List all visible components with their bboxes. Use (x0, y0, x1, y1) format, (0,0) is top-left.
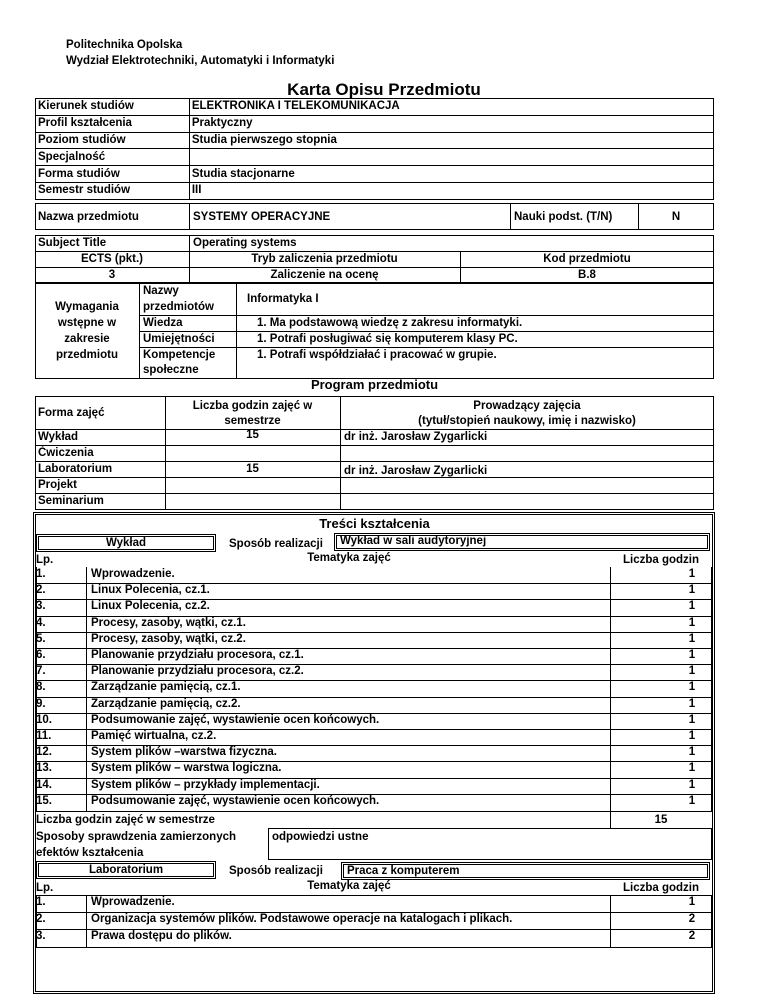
lecture-topic-topic: Planowanie przydziału procesora, cz.2. (91, 665, 304, 678)
subject-name-value: SYSTEMY OPERACYJNE (193, 211, 331, 223)
lab-topic-header: Tematyka zajęć (307, 880, 391, 892)
lecture-topic-row (36, 665, 714, 681)
study-info-row (36, 115, 714, 132)
lecture-topic-topic: Linux Polecenia, cz.2. (91, 600, 210, 613)
lab-label: Laboratorium (88, 864, 164, 876)
prior-subjects-label-1: Nazwy (143, 285, 179, 297)
ects-label: ECTS (pkt.) (81, 253, 143, 265)
form-row-seminar: Seminarium (38, 495, 104, 507)
study-info-value: Praktyczny (189, 115, 713, 132)
lecture-label: Wykład (105, 537, 147, 549)
lecture-topic-topic: Procesy, zasoby, wątki, cz.1. (91, 616, 246, 629)
knowledge-value: 1. Ma podstawową wiedzę z zakresu informatyki. (257, 317, 523, 329)
prior-subjects-value: Informatyka I (247, 293, 319, 305)
lecture-topic-hours: 1 (688, 794, 696, 807)
social-competence-label-1: Kompetencje (143, 349, 216, 361)
lecture-topic-lp: 1. (36, 568, 46, 580)
hours-label-2: semestrze (224, 415, 281, 427)
social-competence-label-2: społeczne (143, 364, 199, 376)
lecture-topic-hours: 1 (688, 746, 696, 759)
verification-label-2: efektów kształcenia (36, 847, 144, 859)
lecture-topic-row (36, 730, 714, 746)
document-title: Karta Opisu Przedmiotu (287, 80, 481, 99)
requirements-label-3: zakresie (64, 333, 110, 345)
lecture-topic-hours: 1 (688, 649, 696, 661)
lecture-topic-topic: Planowanie przydziału procesora, cz.1. (91, 649, 304, 661)
lecture-topic-topic: Podsumowanie zajęć, wystawienie ocen końcowych. (91, 794, 380, 807)
lecture-topic-hours: 1 (688, 568, 696, 580)
lecture-topic-lp: 4. (36, 616, 46, 629)
lecture-topic-hours: 1 (688, 600, 696, 613)
lab-topic-row (36, 930, 714, 946)
lecture-topic-lp: 5. (36, 632, 46, 645)
lecture-topic-topic: Wprowadzenie. (91, 568, 175, 580)
lecture-topic-lp: 7. (36, 665, 46, 678)
lecture-topic-hours: 1 (688, 632, 696, 645)
lecture-topic-row (36, 779, 714, 795)
lecture-topic-row (36, 568, 714, 584)
lecture-topic-row (36, 762, 714, 778)
lab-method-value: Praca z komputerem (347, 865, 460, 877)
lecturer-value-laboratory: dr inż. Jarosław Zygarlicki (344, 465, 488, 477)
lab-topic-row (36, 913, 714, 929)
verification-value: odpowiedzi ustne (272, 831, 369, 843)
lecture-topic-row (36, 584, 714, 600)
lecture-topic-row (36, 617, 714, 633)
lecture-topic-lp: 2. (36, 584, 46, 597)
lab-topic-lp: 1. (36, 896, 46, 908)
ects-value: 3 (108, 269, 116, 281)
lecture-topic-lp: 12. (36, 746, 52, 759)
requirements-label-1: Wymagania (55, 301, 119, 313)
knowledge-label: Wiedza (143, 317, 183, 329)
study-info-label: Kierunek studiów (36, 99, 190, 116)
skills-label: Umiejętności (143, 333, 215, 345)
hours-label-1: Liczba godzin zajęć w (192, 400, 313, 412)
form-row-exercises: Ćwiczenia (38, 447, 94, 459)
lecture-topic-row (36, 600, 714, 616)
lecture-topic-hours: 1 (688, 713, 696, 726)
lecture-topic-lp: 9. (36, 697, 46, 710)
subject-name-label: Nazwa przedmiotu (38, 211, 139, 223)
lab-topic-hours: 1 (688, 896, 696, 908)
lab-topic-lp: 3. (36, 930, 46, 942)
lab-topic-topic: Prawa dostępu do plików. (91, 930, 232, 942)
lecture-topic-lp: 15. (36, 794, 52, 807)
form-row-lecture: Wykład (38, 431, 79, 443)
lecture-topic-topic: Zarządzanie pamięcią, cz.2. (91, 697, 241, 710)
study-info-value: Studia pierwszego stopnia (189, 132, 713, 149)
lecture-topic-topic: Zarządzanie pamięcią, cz.1. (91, 681, 241, 694)
assessment-mode-value: Zaliczenie na ocenę (270, 269, 379, 281)
hours-value-lecture: 15 (246, 429, 259, 441)
assessment-mode-label: Tryb zaliczenia przedmiotu (251, 253, 398, 265)
lecture-topic-lp: 8. (36, 681, 46, 694)
study-info-value (189, 149, 713, 166)
form-row-project: Projekt (38, 479, 77, 491)
lecture-lp-header: Lp. (36, 554, 54, 566)
lecture-topic-lp: 13. (36, 762, 52, 775)
study-info-row (36, 149, 714, 166)
study-info-label: Semestr studiów (36, 182, 190, 199)
lecture-method-value: Wykład w sali audytoryjnej (340, 535, 487, 547)
lecture-topic-row (36, 633, 714, 649)
basic-sciences-label: Nauki podst. (T/N) (514, 211, 613, 223)
study-info-row (36, 182, 714, 199)
lecturer-label-1: Prowadzący zajęcia (473, 400, 581, 412)
study-info-value: III (189, 182, 713, 199)
lab-topic-lp: 2. (36, 913, 46, 925)
lecture-topic-row (36, 795, 714, 811)
lab-hours-header: Liczba godzin (622, 882, 700, 894)
faculty-name: Wydział Elektrotechniki, Automatyki i Informatyki (66, 55, 335, 67)
lecture-topic-row (36, 714, 714, 730)
lecture-topic-topic: Pamięć wirtualna, cz.2. (91, 730, 217, 742)
university-name: Politechnika Opolska (66, 39, 183, 51)
study-info-value: ELEKTRONIKA I TELEKOMUNIKACJA (189, 99, 713, 116)
prior-subjects-label-2: przedmiotów (143, 301, 214, 313)
subject-code-value: B.8 (578, 269, 596, 281)
lab-topic-topic: Organizacja systemów plików. Podstawowe operacje na katalogach i plikach. (91, 913, 513, 925)
lecture-topic-lp: 11. (36, 730, 52, 742)
form-row-laboratory: Laboratorium (38, 463, 113, 475)
subject-title-value: Operating systems (193, 237, 297, 249)
lecture-topic-hours: 1 (688, 697, 696, 710)
form-label: Forma zajęć (38, 407, 105, 419)
lecture-topic-hours: 1 (688, 762, 696, 775)
lecture-topic-hours: 1 (688, 665, 696, 678)
lab-lp-header: Lp. (36, 882, 54, 894)
lecture-total-value: 15 (654, 814, 668, 826)
lecture-total-label: Liczba godzin zajęć w semestrze (36, 814, 215, 826)
lecture-topic-hours: 1 (688, 584, 696, 597)
lecture-topic-hours: 1 (688, 778, 696, 791)
program-title: Program przedmiotu (310, 377, 439, 392)
lab-topic-row (36, 896, 714, 912)
lecture-method-label: Sposób realizacji (229, 538, 323, 550)
lecture-topic-lp: 10. (36, 713, 52, 726)
lecture-topic-lp: 6. (36, 649, 46, 661)
basic-sciences-value: N (671, 211, 681, 223)
study-info-label: Specjalność (36, 149, 190, 166)
social-competence-value: 1. Potrafi współdziałać i pracować w grupie. (257, 349, 497, 361)
subject-code-label: Kod przedmiotu (543, 253, 631, 265)
lecturer-value-lecture: dr inż. Jarosław Zygarlicki (344, 431, 488, 443)
lab-topic-topic: Wprowadzenie. (91, 896, 175, 908)
study-info-label: Profil kształcenia (36, 115, 190, 132)
study-info-row (36, 132, 714, 149)
lecture-topic-topic: System plików –warstwa fizyczna. (91, 746, 277, 759)
requirements-label-4: przedmiotu (56, 349, 118, 361)
requirements-label-2: wstępne w (57, 317, 117, 329)
contents-title: Treści kształcenia (319, 516, 430, 531)
study-info-value: Studia stacjonarne (189, 166, 713, 183)
lecturer-label-2: (tytuł/stopień naukowy, imię i nazwisko) (418, 415, 636, 427)
lab-topic-hours: 2 (688, 913, 696, 925)
lecture-topic-topic: Procesy, zasoby, wątki, cz.2. (91, 632, 246, 645)
lecture-topic-topic: System plików – przykłady implementacji. (91, 778, 320, 791)
lecture-topic-topic: Podsumowanie zajęć, wystawienie ocen końcowych. (91, 713, 380, 726)
lecture-topic-hours: 1 (688, 681, 696, 694)
lecture-topic-header: Tematyka zajęć (307, 552, 391, 564)
lecture-topic-topic: Linux Polecenia, cz.1. (91, 584, 210, 597)
study-info-label: Poziom studiów (36, 132, 190, 149)
study-info-row (36, 166, 714, 183)
study-info-row (36, 99, 714, 116)
lecture-topic-hours: 1 (688, 730, 696, 742)
lecture-topic-row (36, 649, 714, 665)
lecture-topic-lp: 3. (36, 600, 46, 613)
lecture-topic-topic: System plików – warstwa logiczna. (91, 762, 282, 775)
lecture-topic-hours: 1 (688, 616, 696, 629)
subject-title-label: Subject Title (38, 237, 107, 249)
lab-method-label: Sposób realizacji (229, 865, 323, 877)
lab-topic-hours: 2 (688, 930, 696, 942)
lecture-topic-row (36, 746, 714, 762)
skills-value: 1. Potrafi posługiwać się komputerem klasy PC. (257, 333, 518, 345)
study-info-label: Forma studiów (36, 166, 190, 183)
study-info-table (35, 98, 714, 200)
lecture-hours-header: Liczba godzin (622, 554, 700, 566)
lecture-topic-row (36, 681, 714, 697)
hours-value-laboratory: 15 (246, 463, 259, 475)
verification-label-1: Sposoby sprawdzenia zamierzonych (36, 831, 237, 843)
lecture-topic-lp: 14. (36, 778, 52, 791)
lecture-topic-row (36, 698, 714, 714)
